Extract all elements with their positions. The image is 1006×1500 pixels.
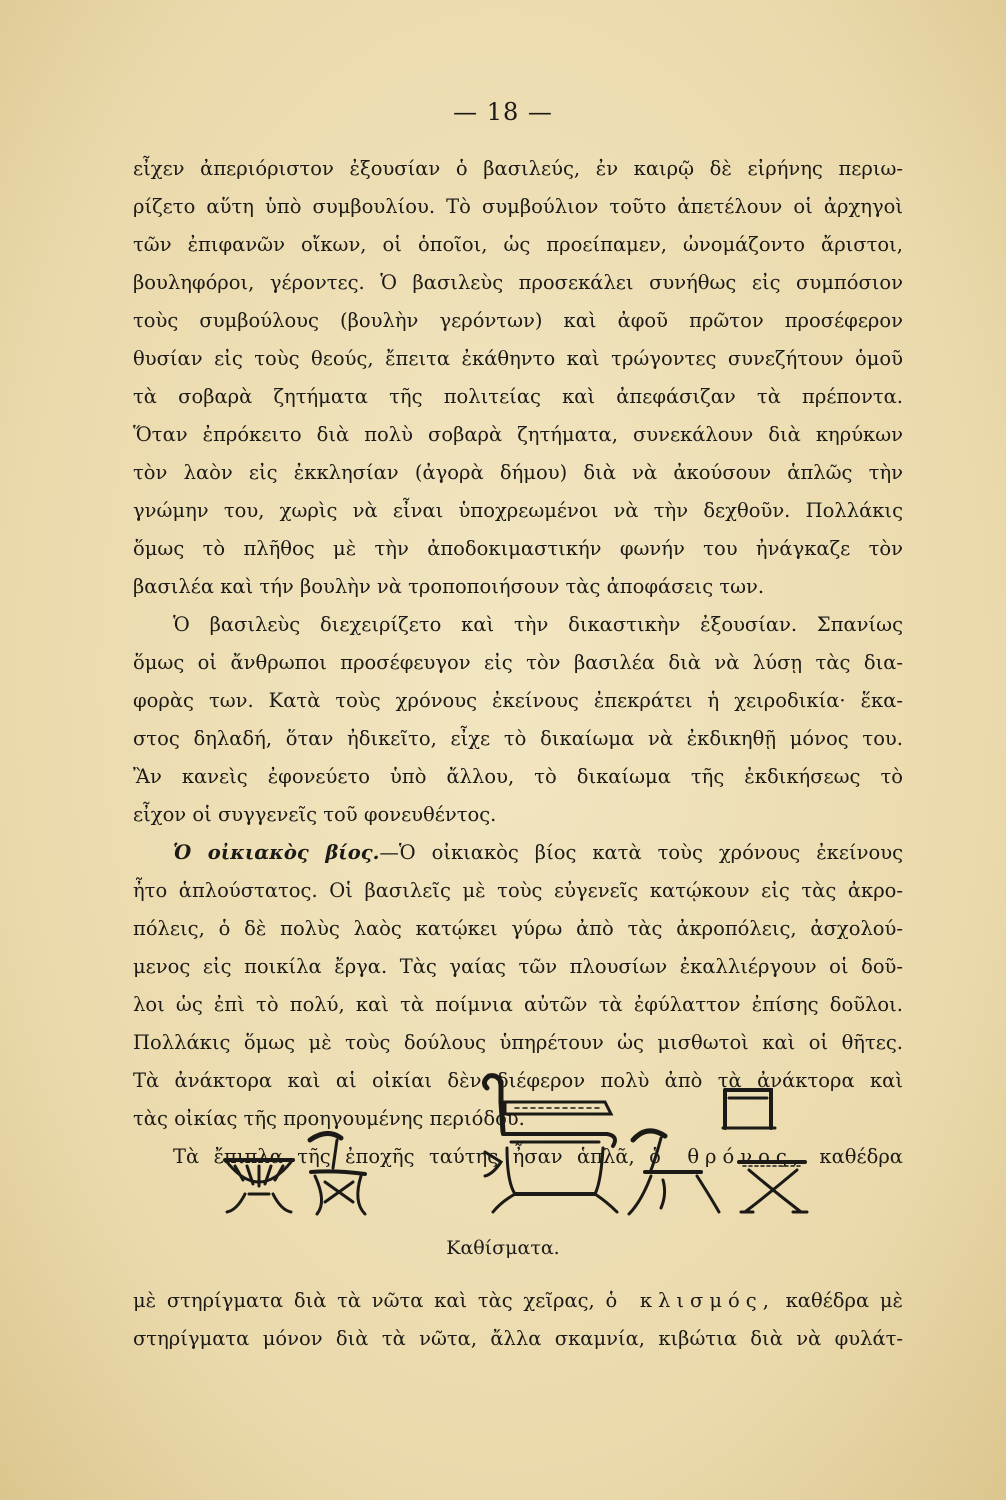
spaced-term: ὁ θρόνος, [649, 1145, 805, 1168]
text-line: Ὅταν ἐπρόκειτο διὰ πολὺ σοβαρὰ ζητήματα, συνεκάλουν διὰ κηρύκων [133, 423, 903, 446]
text-fragment: —Ὁ οἰκιακὸς βίος κατὰ τοὺς χρόνους ἐκείνους [379, 841, 903, 864]
text-line: τὰ σοβαρὰ ζητήματα τῆς πολιτείας καὶ ἀπεφάσιζαν τὰ πρέποντα. [133, 385, 903, 408]
text-line [133, 1282, 903, 1320]
throne-illustration [484, 1076, 617, 1212]
text-line: τῶν ἐπιφανῶν οἴκων, οἱ ὁποῖοι, ὡς προείπαμεν, ὠνομάζοντο ἄριστοι, [133, 233, 903, 256]
text-line: βασιλέα καὶ τήν βουλὴν νὰ τροποποιήσουν τὰς ἀποφάσεις των. [133, 575, 765, 598]
text-line: ὅμως οἱ ἄνθρωποι προσέφευγον εἰς τὸν βασιλέα διὰ νὰ λύσῃ τὰς δια- [133, 651, 903, 674]
section-heading: Ὁ οἰκιακὸς βίος. [173, 841, 380, 864]
text-line: τοὺς συμβούλους (βουλὴν γερόντων) καὶ ἀφοῦ πρῶτον προσέφερον [133, 309, 903, 332]
body-text-top [133, 150, 903, 1176]
text-line: ἦτο ἁπλούστατος. Οἱ βασιλεῖς μὲ τοὺς εὐγενεῖς κατῴκουν εἰς τὰς ἀκρο- [133, 879, 903, 902]
text-line: πόλεις, ὁ δὲ πολὺς λαὸς κατῴκει γύρω ἀπὸ τὰς ἀκροπόλεις, ἀσχολού- [133, 917, 903, 940]
text-fragment: καθέδρα [819, 1145, 903, 1168]
text-line: βουληφόροι, γέροντες. Ὁ βασιλεὺς προσεκάλει συνήθως εἰς συμπόσιον [133, 271, 903, 294]
furniture-illustration [215, 1062, 815, 1242]
text-fragment: καθέδρα μὲ [785, 1289, 904, 1312]
text-line: θυσίαν εἰς τοὺς θεούς, ἔπειτα ἐκάθηντο καὶ τρώγοντες συνεζήτουν ὁμοῦ [133, 347, 903, 370]
text-line: Ὁ βασιλεὺς διεχειρίζετο καὶ τὴν δικαστικὴν ἐξουσίαν. Σπανίως [173, 613, 903, 636]
klismos-illustration [629, 1131, 719, 1214]
text-line: τὸν λαὸν εἰς ἐκκλησίαν (ἀγορὰ δήμου) διὰ νὰ ἀκούσουν ἁπλῶς τὴν [133, 461, 903, 484]
spaced-term: ὁ κλισμός, [605, 1289, 775, 1312]
page-number: — 18 — [453, 98, 553, 126]
section-heading-line [133, 834, 903, 872]
figure-caption: Καθίσματα. [446, 1237, 560, 1259]
text-line: Ἂν κανεὶς ἐφονεύετο ὑπὸ ἄλλου, τὸ δικαίωμα τῆς ἐκδικήσεως τὸ [133, 765, 903, 788]
text-fragment: μὲ στηρίγματα διὰ τὰ νῶτα καὶ τὰς χεῖρας, [133, 1289, 595, 1312]
text-line: τὰς οἰκίας τῆς προηγουμένης περιόδου. [133, 1107, 525, 1130]
text-line: Τὰ ἀνάκτορα καὶ αἱ οἰκίαι δὲν διέφερον πολὺ ἀπὸ τὰ ἀνάκτορα καὶ [133, 1069, 903, 1092]
text-line: ρίζετο αὕτη ὑπὸ συμβουλίου. Τὸ συμβούλιον τοῦτο ἀπετέλουν οἱ ἀρχηγοὶ [133, 195, 903, 218]
text-line: μενος εἰς ποικίλα ἔργα. Τὰς γαίας τῶν πλουσίων ἐκαλλιέργουν οἱ δοῦ- [133, 955, 903, 978]
chair-illustration [310, 1133, 365, 1214]
stool-illustration [225, 1160, 293, 1212]
text-line: λοι ὡς ἐπὶ τὸ πολύ, καὶ τὰ ποίμνια αὐτῶν τὰ ἐφύλαττον ἐπίσης δοῦλοι. [133, 993, 903, 1016]
footstool-illustration [723, 1090, 775, 1128]
x-stool-illustration [739, 1162, 807, 1212]
text-line: εἶχον οἱ συγγενεῖς τοῦ φονευθέντος. [133, 803, 497, 826]
body-text-bottom [133, 1282, 903, 1358]
text-fragment: Τὰ ἔπιπλα τῆς ἐποχῆς ταύτης ἦσαν ἁπλᾶ, [173, 1145, 635, 1168]
text-line: γνώμην του, χωρὶς νὰ εἶναι ὑποχρεωμένοι νὰ τὴν δεχθοῦν. Πολλάκις [133, 499, 903, 522]
text-line: φορὰς των. Κατὰ τοὺς χρόνους ἐκείνους ἐπεκράτει ἡ χειροδικία· ἕκα- [133, 689, 903, 712]
text-line: στηρίγματα μόνον διὰ τὰ νῶτα, ἄλλα σκαμνία, κιβώτια διὰ νὰ φυλάτ- [133, 1327, 903, 1350]
text-line: στος δηλαδή, ὅταν ἠδικεῖτο, εἶχε τὸ δικαίωμα νὰ ἐκδικηθῇ μόνος του. [133, 727, 903, 750]
text-line: ὅμως τὸ πλῆθος μὲ τὴν ἀποδοκιμαστικήν φωνήν του ἠνάγκαζε τὸν [133, 537, 903, 560]
text-line: Πολλάκις ὅμως μὲ τοὺς δούλους ὑπηρέτουν ὡς μισθωτοὶ καὶ οἱ θῆτες. [133, 1031, 903, 1054]
text-line: εἶχεν ἀπεριόριστον ἐξουσίαν ὁ βασιλεύς, ἐν καιρῷ δὲ εἰρήνης περιω- [133, 157, 903, 180]
